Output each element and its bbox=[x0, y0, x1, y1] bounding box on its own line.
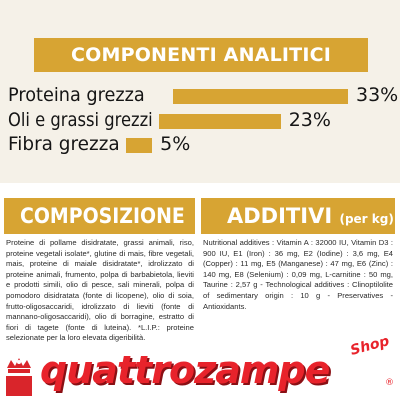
brand-watermark bbox=[40, 333, 400, 400]
brand-name: quattrozampe bbox=[40, 348, 330, 392]
nutrient-label: Oli e grassi grezzi bbox=[8, 109, 153, 131]
nutrient-row-fiber bbox=[8, 133, 398, 157]
additives-text: Nutritional additives : Vitamin A : 32000 IU, Vitamin D3 : 900 IU, E1 (Iron) : 36 mg, E2 (Iodine) : 3,6 mg, E4 (Copper) : 11 mg, E5 (Manganese) : 47 mg, E6 (Zinc) : 140 mg, E8 (Selenium) : 0,09 mg, L-carnitine : 50 mg, Taurine : 2,57 g - Technological additives : Clinoptilolite of sedimentary origin : 10 g - Preservatives - Antioxidants. bbox=[203, 238, 393, 311]
composition-header bbox=[4, 198, 195, 234]
additives-title: ADDITIVI bbox=[227, 204, 333, 228]
nutrient-label: Proteina grezza bbox=[8, 84, 145, 106]
nutrient-percent: 5% bbox=[160, 133, 191, 155]
brand-registered-mark: ® bbox=[385, 378, 394, 388]
nutrient-row-protein bbox=[8, 84, 398, 108]
nutrient-percent: 33% bbox=[356, 84, 399, 106]
analytic-components-title: COMPONENTI ANALITICI bbox=[70, 44, 332, 66]
nutrient-label: Fibra grezza bbox=[8, 133, 120, 155]
brand-shop-label: Shop bbox=[348, 333, 392, 359]
royal-canin-crown-icon bbox=[4, 354, 34, 396]
additives-unit: (per kg) bbox=[339, 212, 394, 226]
nutrient-percent: 23% bbox=[288, 109, 331, 131]
composition-title: COMPOSIZIONE bbox=[20, 204, 185, 228]
nutrient-row-fat bbox=[8, 109, 398, 133]
nutrient-bar bbox=[126, 138, 153, 153]
nutrient-bar bbox=[159, 114, 281, 129]
composition-text: Proteine di pollame disidratate, grassi animali, riso, proteine vegetali isolate*, glutine di mais, fibre vegetali, mais, proteine di maiale disidratate*, idrolizzato di proteine animali, frumento, polpa di barbabietola, lieviti e prodotti simili, olio di pesce, sali minerali, polpa di pomodoro disidratata (fonte di licopene), olio di soia, frutto-oligosaccaridi, idrolizzato di lieviti (fonte di mannano-oligosaccaridi), olio di borragine, estratto di fiori di tagete (fonte di luteina). *L.I.P.: proteine selezionate per la loro elevata digeribilità. bbox=[6, 238, 194, 343]
additives-header bbox=[201, 198, 395, 234]
analytic-components-header bbox=[34, 38, 368, 72]
additives-title-wrap bbox=[227, 204, 394, 228]
nutrient-bar bbox=[173, 89, 348, 104]
